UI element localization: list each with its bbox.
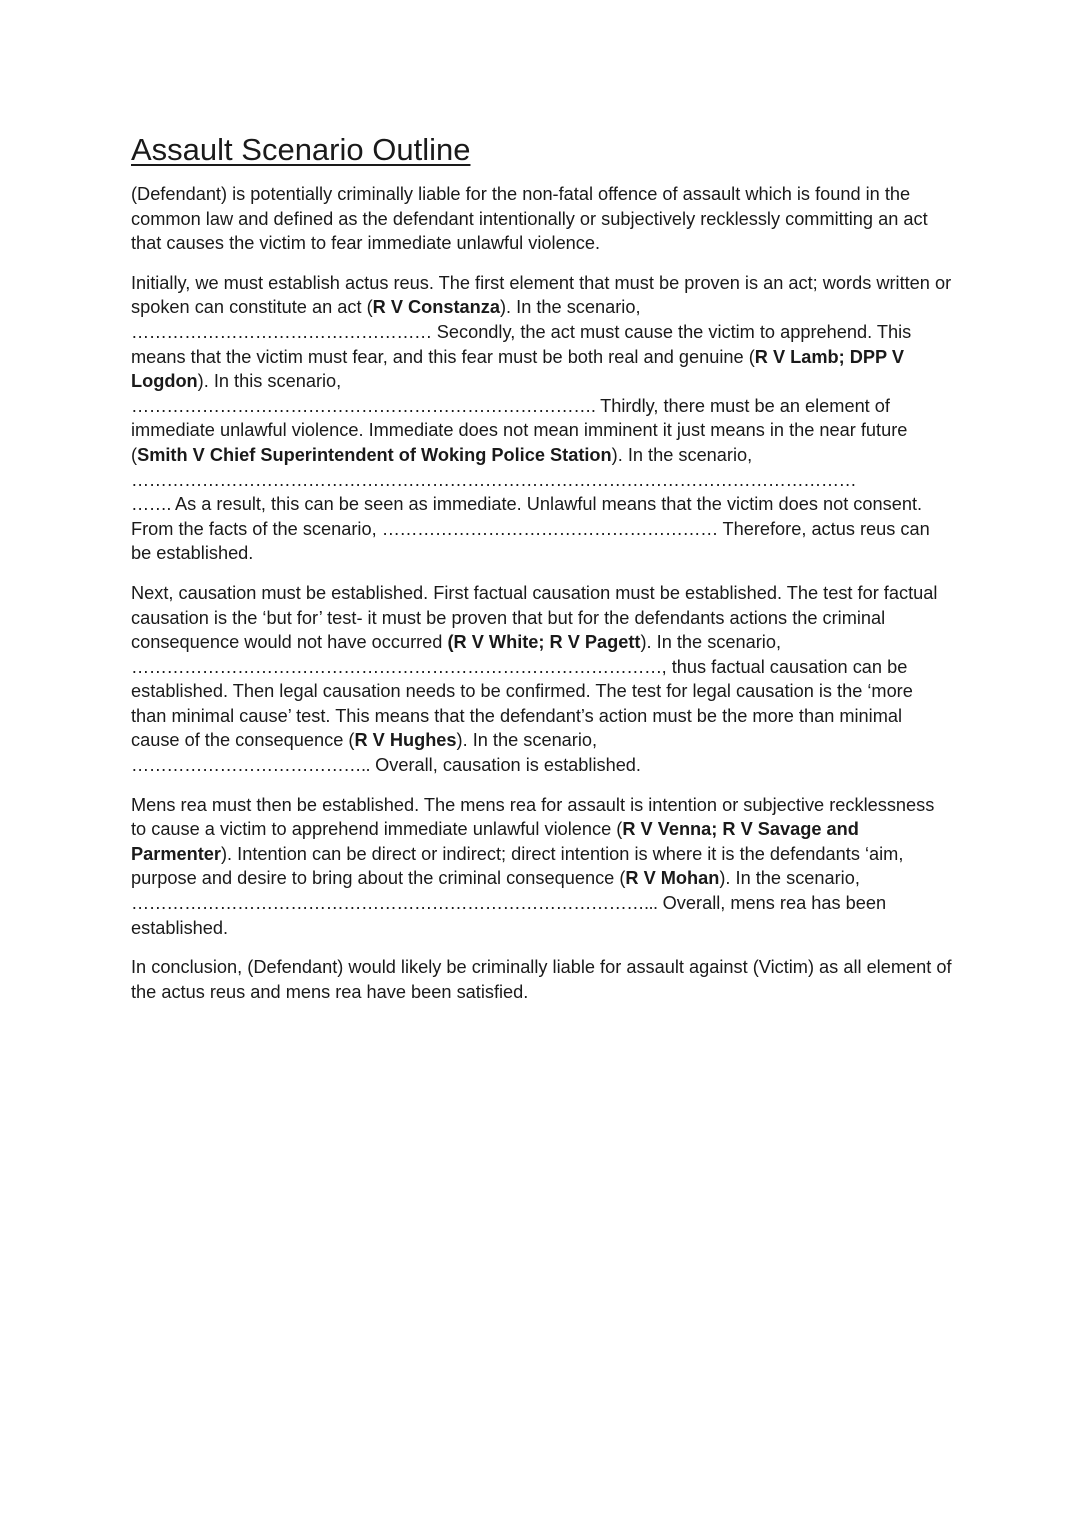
case-citation: R V Mohan [625,868,720,889]
paragraph-actus-reus [131,271,953,566]
paragraph-causation [131,581,953,778]
causation-text-1: Next, causation must be established. First factual causation must be established. The test for factual causation is the ‘but for’ test- it must be proven that but for the defendants actions the criminal consequence would not have occurred [131,582,938,653]
case-citation: R V Hughes [354,730,457,751]
actus-reus-text-2: ). In the scenario, [499,297,641,318]
actus-reus-text-1: Initially, we must establish actus reus. The first element that must be proven is an act; words written or spoken can constitute an act ( [131,272,952,318]
actus-reus-text-5: Thirdly, there must be an element of immediate unlawful violence. Immediate does not mean imminent it just means in the near future ( [131,395,908,465]
case-citation: R V Lamb; DPP V Logdon [131,346,905,392]
causation-text-3: , thus factual causation can be established. Then legal causation needs to be confirmed. The test for legal causation is the ‘more than minimal cause’ test. This means that the defendant’s action must be the more than minimal cause of the consequence ( [131,656,913,751]
case-citation: Smith V Chief Superintendent of Woking Police Station [137,444,612,465]
mens-rea-text-4: Overall, mens rea has been established. [131,893,887,938]
causation-text-5: Overall, causation is established. [370,755,641,776]
document-title: Assault Scenario Outline [131,132,471,167]
mens-rea-text-1: Mens rea must then be established. The mens rea for assault is intention or subjective recklessness to cause a victim to apprehend immediate unlawful violence ( [131,794,935,840]
blank-line: ……………………………………………………………………. [131,395,596,416]
document-page [131,130,953,1019]
actus-reus-text-6: ). In the scenario, [611,444,753,465]
actus-reus-text-8: Therefore, actus reus can be established. [131,518,930,564]
actus-reus-text-7: As a result, this can be seen as immediate. Unlawful means that the victim does not consent. From the facts of the scenario, [131,494,923,539]
blank-line: ……………………………………………………………………………… [131,656,662,677]
blank-line: ………………………………….. [131,755,371,776]
paragraph-conclusion [131,955,953,1004]
actus-reus-text-3: Secondly, the act must cause the victim to apprehend. This means that the victim must fear, and this fear must be both real and genuine ( [131,321,912,367]
blank-line: ……. [131,494,171,515]
blank-line: …………………………………………………………………………………………………………… [131,469,857,490]
blank-line: ……………………………………………………………………………... [131,893,658,914]
case-citation: R V Constanza [372,297,500,318]
blank-line: ………………………………………………… [381,518,718,539]
definition-text: (Defendant) is potentially criminally liable for the non-fatal offence of assault which is found in the common law and defined as the defendant intentionally or subjectively recklessly committing an act that causes the victim to fear immediate unlawful violence. [131,184,928,254]
mens-rea-text-2: ). Intention can be direct or indirect; direct intention is where it is the defendants ‘aim, purpose and desire to bring about the criminal consequence ( [131,843,904,889]
blank-line: …………………………………………… [131,321,432,342]
case-citation: R V Venna; R V Savage and Parmenter [131,819,859,864]
case-citation: (R V White; R V Pagett [447,632,641,653]
paragraph-mens-rea [131,793,953,941]
conclusion-text: In conclusion, (Defendant) would likely be criminally liable for assault against (Victim) as all element of the actus reus and mens rea have been satisfied. [131,957,952,1002]
paragraph-definition [131,182,953,256]
mens-rea-text-3: ). In the scenario, [719,868,860,889]
causation-text-2: ). In the scenario, [640,632,782,653]
causation-text-4: ). In the scenario, [456,730,598,751]
actus-reus-text-4: ). In this scenario, [197,371,342,392]
